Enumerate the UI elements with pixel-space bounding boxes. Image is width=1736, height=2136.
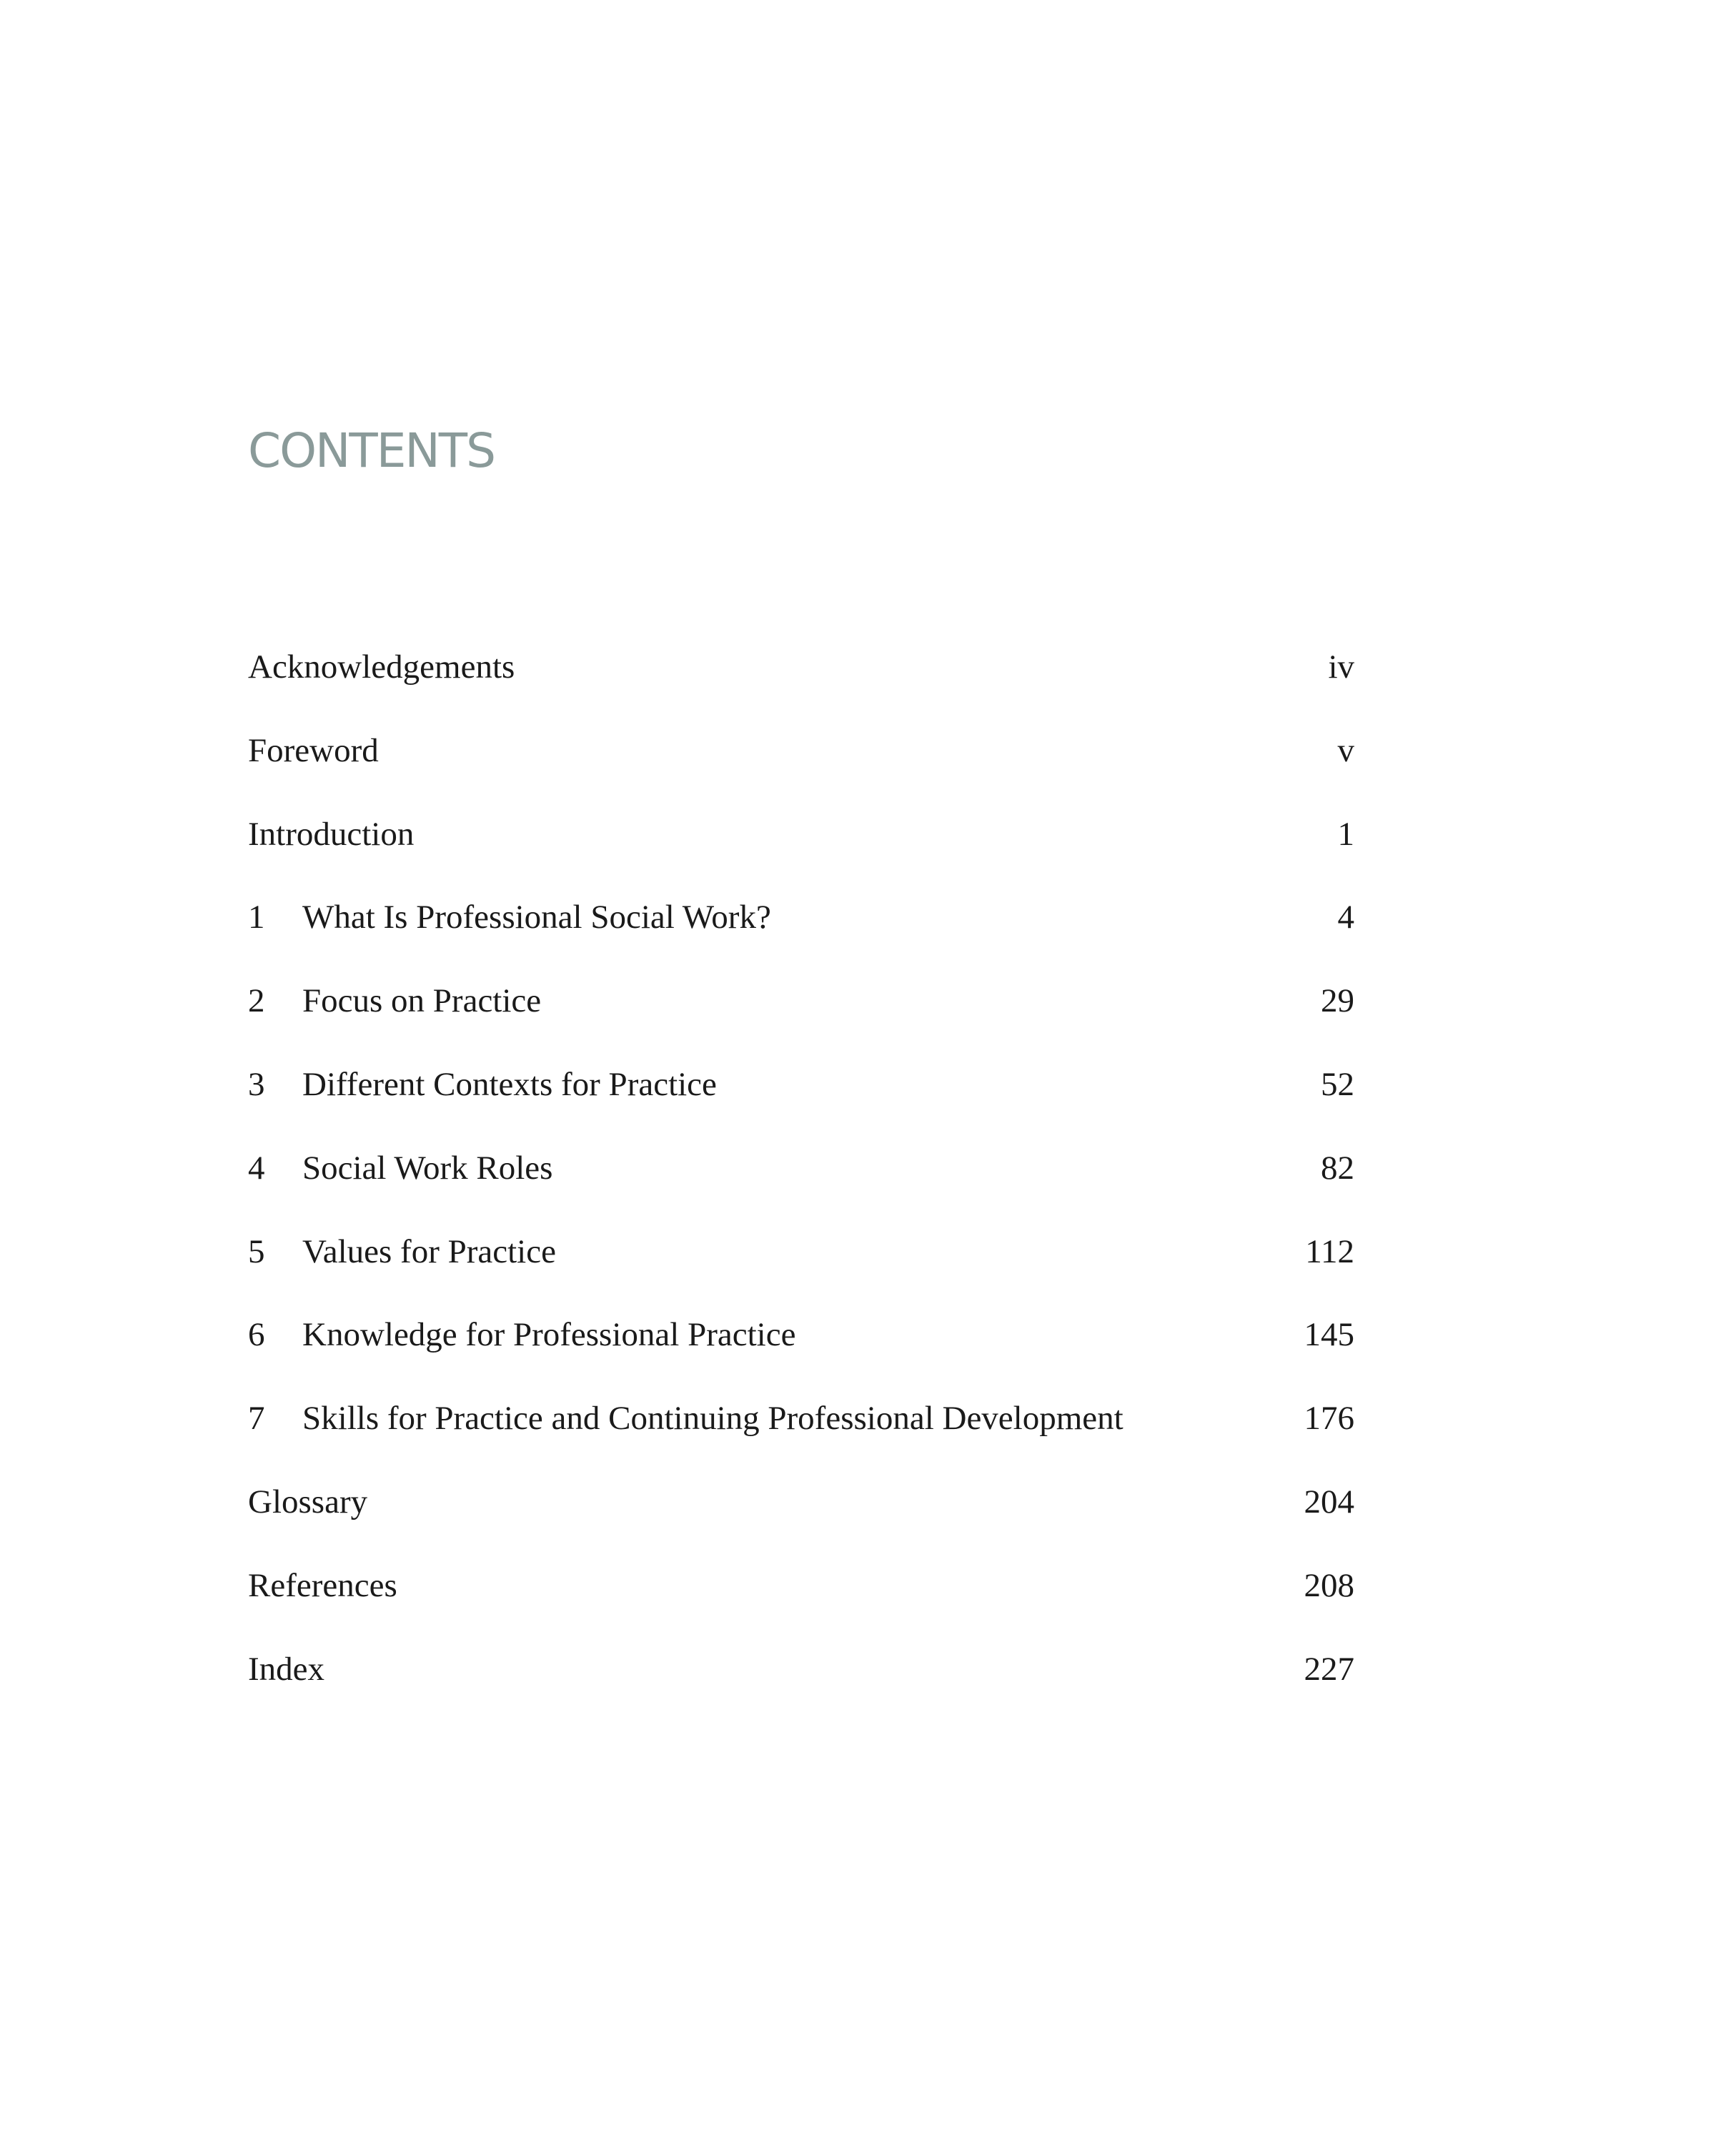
toc-entry-page: 208: [1304, 1566, 1354, 1604]
toc-entry-acknowledgements: [248, 648, 1354, 734]
toc-entry-glossary: [248, 1485, 1354, 1569]
toc-entry-chapter-1: [248, 901, 1354, 984]
toc-chapter-number: 2: [248, 982, 265, 1020]
toc-entry-page: 227: [1304, 1650, 1354, 1688]
toc-entry-label: Acknowledgements: [248, 648, 515, 686]
toc-entry-chapter-3: [248, 1065, 1354, 1152]
toc-entry-chapter-2: [248, 984, 1354, 1068]
toc-entry-label: Knowledge for Professional Practice: [302, 1316, 796, 1354]
toc-entry-chapter-5: [248, 1232, 1354, 1319]
toc-entry-label: Focus on Practice: [302, 982, 542, 1020]
toc-entry-page: 176: [1304, 1400, 1354, 1438]
toc-entry-page: 112: [1305, 1232, 1354, 1270]
toc-entry-chapter-6: [248, 1318, 1354, 1402]
toc-chapter-number: 6: [248, 1316, 265, 1354]
contents-title: CONTENTS: [248, 423, 495, 478]
toc-entry-page: 145: [1304, 1316, 1354, 1354]
toc-entry-label: What Is Professional Social Work?: [302, 899, 771, 936]
toc-entry-page: 52: [1321, 1065, 1354, 1103]
toc-entry-label: Introduction: [248, 815, 415, 853]
toc-entry-label: Skills for Practice and Continuing Professional Development: [302, 1400, 1124, 1438]
toc-entry-chapter-7: [248, 1402, 1354, 1485]
toc-chapter-number: 1: [248, 899, 265, 936]
toc-entry-foreword: [248, 731, 1354, 818]
toc-entry-introduction: [248, 815, 1354, 901]
toc-entry-label: References: [248, 1566, 397, 1604]
toc-chapter-number: 4: [248, 1149, 265, 1187]
toc-entry-page: v: [1337, 731, 1354, 769]
toc-entry-label: Social Work Roles: [302, 1149, 553, 1187]
toc-entry-label: Glossary: [248, 1483, 368, 1521]
toc-entry-label: Index: [248, 1650, 325, 1688]
toc-entry-page: 204: [1304, 1483, 1354, 1521]
toc-entry-references: [248, 1566, 1354, 1653]
toc-entry-page: iv: [1328, 648, 1354, 686]
toc-chapter-number: 7: [248, 1400, 265, 1438]
toc-entry-page: 29: [1321, 982, 1354, 1020]
toc-entry-page: 82: [1321, 1149, 1354, 1187]
toc-entry-page: 4: [1337, 899, 1354, 936]
table-of-contents: [248, 648, 1354, 1736]
toc-entry-label: Different Contexts for Practice: [302, 1065, 717, 1103]
toc-chapter-number: 3: [248, 1065, 265, 1103]
toc-entry-page: 1: [1337, 815, 1354, 853]
toc-entry-label: Values for Practice: [302, 1232, 556, 1270]
toc-entry-index: [248, 1650, 1354, 1736]
toc-chapter-number: 5: [248, 1232, 265, 1270]
toc-entry-label: Foreword: [248, 731, 379, 769]
toc-entry-chapter-4: [248, 1149, 1354, 1235]
